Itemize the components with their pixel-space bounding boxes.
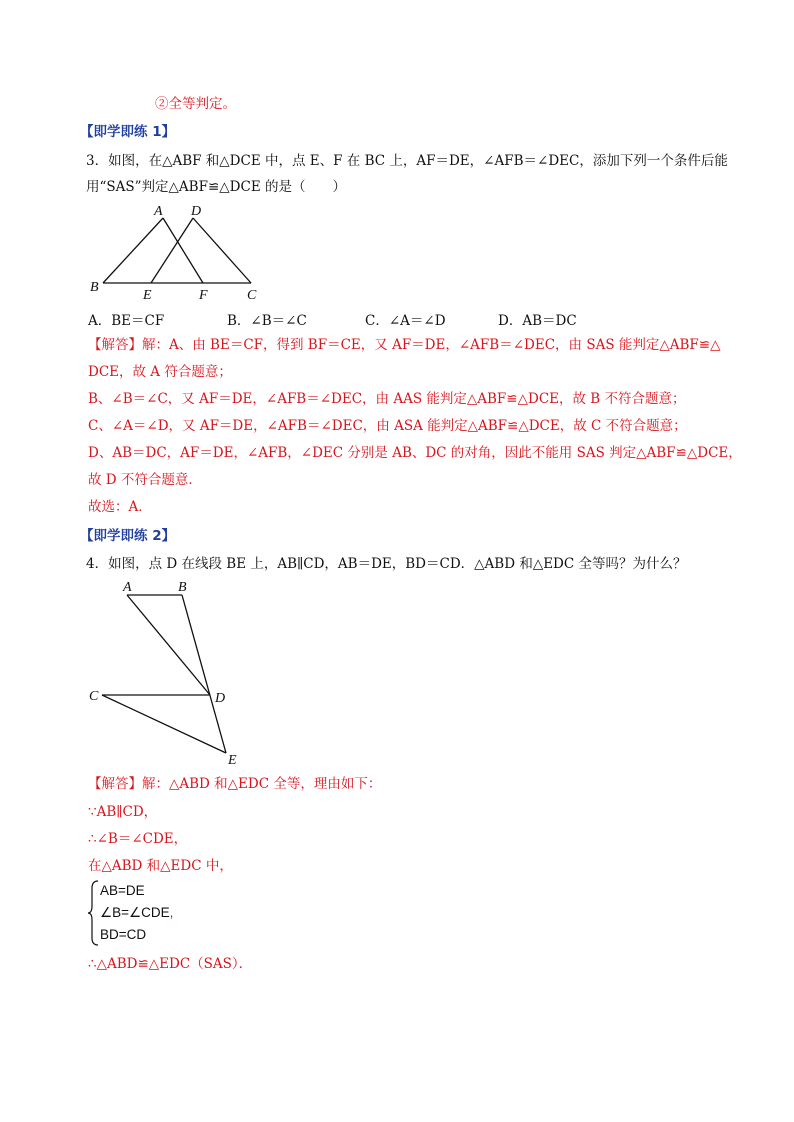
segment-ad bbox=[127, 595, 210, 695]
q3-answer-line-1: 【解答】解：A、由 BE＝CF，得到 BF＝CE，又 AF＝DE，∠AFB＝∠DEC，由 SAS 能判定△ABF≌△ bbox=[88, 337, 721, 353]
label-a: A bbox=[154, 204, 163, 219]
label-b: B bbox=[178, 580, 187, 595]
segment-af bbox=[163, 218, 203, 283]
q3-answer-line-3: B、∠B＝∠C，又 AF＝DE，∠AFB＝∠DEC，由 AAS 能判定△ABF≌△DCE，故 B 不符合题意； bbox=[88, 391, 686, 407]
q3-option-c: C．∠A＝∠D bbox=[365, 313, 446, 329]
brace-line-1: AB=DE bbox=[100, 883, 145, 898]
label-f: F bbox=[199, 288, 208, 303]
q4-answer-line-4: 在△ABD 和△EDC 中， bbox=[88, 858, 233, 874]
q4-line1: 4．如图，点 D 在线段 BE 上，AB∥CD，AB＝DE，BD＝CD．△ABD 和△EDC 全等吗？为什么？ bbox=[86, 556, 687, 572]
segment-be bbox=[182, 595, 226, 753]
q4-figure bbox=[85, 575, 255, 770]
label-c: C bbox=[89, 689, 99, 704]
brace-conditions bbox=[100, 880, 173, 946]
segment-ed bbox=[151, 218, 193, 283]
q3-answer-line-6: 故 D 不符合题意． bbox=[88, 472, 202, 488]
left-brace bbox=[88, 880, 100, 946]
label-b: B bbox=[90, 280, 99, 295]
brace-line-2 bbox=[100, 902, 173, 924]
label-d: D bbox=[215, 691, 226, 706]
section-title-2: 【即学即练 2】 bbox=[80, 528, 176, 544]
q3-line1: 3．如图，在△ABF 和△DCE 中，点 E、F 在 BC 上，AF＝DE，∠AFB＝∠DEC，添加下列一个条件后能 bbox=[86, 153, 728, 169]
q4-answer-line-1: 【解答】解：△ABD 和△EDC 全等，理由如下： bbox=[88, 776, 382, 792]
section-title-1: 【即学即练 1】 bbox=[80, 124, 176, 140]
brace-line-2-text: ∠B=∠CDE bbox=[100, 905, 170, 920]
q3-answer-line-4: C、∠A＝∠D，又 AF＝DE，∠AFB＝∠DEC，由 ASA 能判定△ABF≌△DCE，故 C 不符合题意； bbox=[88, 418, 687, 434]
q3-option-b: B．∠B＝∠C bbox=[227, 313, 307, 329]
label-d: D bbox=[191, 204, 202, 219]
brace-suffix: , bbox=[169, 905, 174, 920]
q3-answer-line-7: 故选：A． bbox=[88, 499, 152, 515]
label-a: A bbox=[123, 580, 132, 595]
segment-ba bbox=[103, 218, 163, 283]
top-note: ②全等判定。 bbox=[155, 96, 236, 112]
label-e: E bbox=[228, 753, 237, 768]
brace-line-3: BD=CD bbox=[100, 927, 147, 942]
q3-figure bbox=[85, 200, 275, 305]
q3-answer-line-5: D、AB＝DC，AF＝DE，∠AFB，∠DEC 分别是 AB、DC 的对角，因此不能用 SAS 判定△ABF≌△DCE， bbox=[88, 445, 742, 461]
segment-dc bbox=[193, 218, 251, 283]
q4-answer-line-3: ∴∠B＝∠CDE， bbox=[88, 831, 188, 847]
segment-ce bbox=[102, 695, 226, 753]
q3-line2: 用“SAS”判定△ABF≌△DCE 的是（ ） bbox=[86, 179, 346, 195]
q3-answer-line-2: DCE，故 A 符合题意； bbox=[88, 364, 232, 380]
q4-conclusion: ∴△ABD≌△EDC（SAS）． bbox=[88, 956, 253, 972]
q3-option-d: D．AB＝DC bbox=[498, 313, 577, 329]
q4-answer-line-2: ∵AB∥CD， bbox=[88, 804, 158, 820]
q3-option-a: A．BE＝CF bbox=[88, 313, 165, 329]
label-e: E bbox=[143, 288, 152, 303]
label-c: C bbox=[247, 288, 257, 303]
